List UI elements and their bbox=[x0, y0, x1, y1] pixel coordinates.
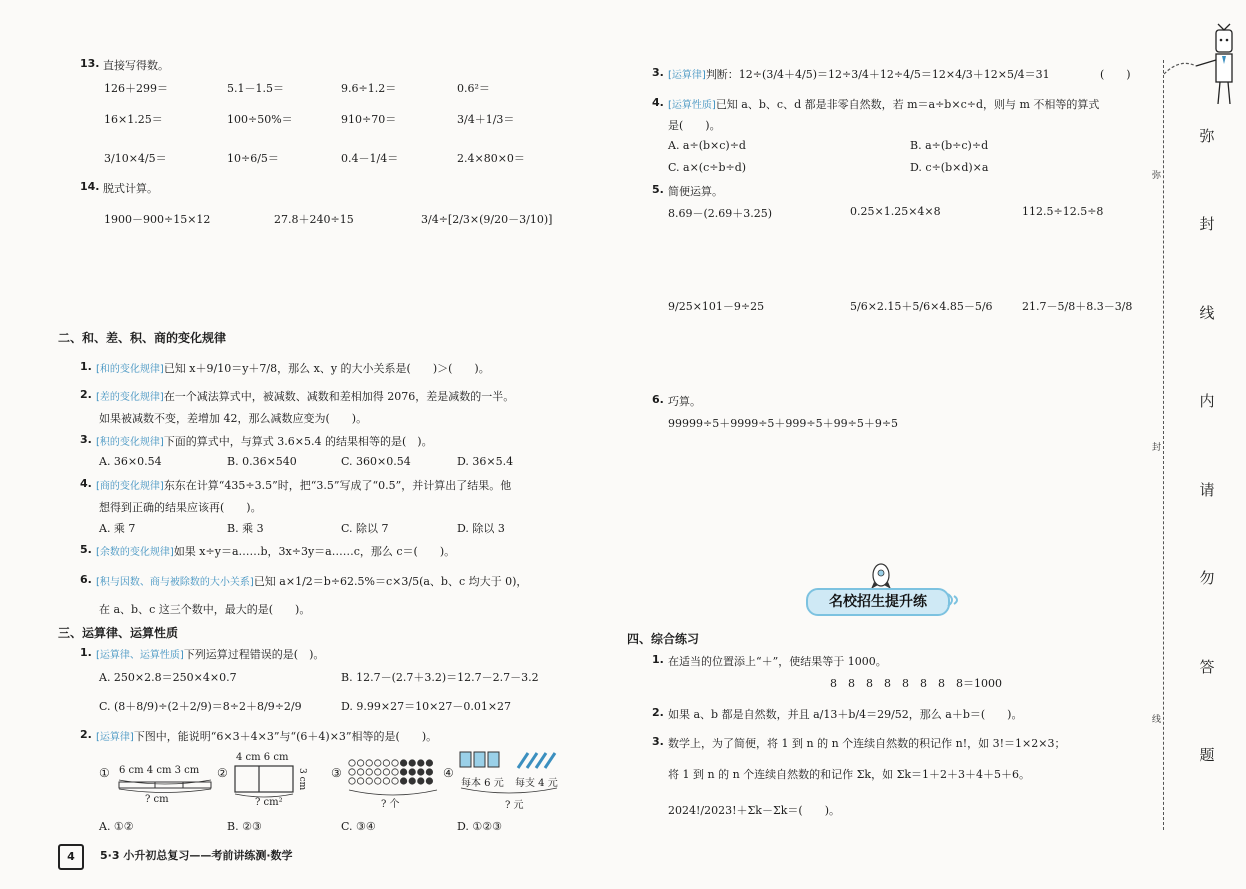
r-q6-number: 6. bbox=[652, 393, 664, 406]
filled-dot bbox=[426, 760, 432, 766]
s3-q2-line bbox=[96, 728, 437, 744]
s2-q3-text: 下面的算式中，与算式 3.6×5.4 的结果相等的是( )。 bbox=[163, 435, 433, 448]
r-q5-title: 简便运算。 bbox=[668, 185, 723, 198]
figure-3-mark: ③ bbox=[331, 766, 342, 780]
r-q4-number: 4. bbox=[652, 96, 664, 109]
q14-item: 3/4÷[2/3×(9/20－3/10)] bbox=[421, 213, 553, 226]
r-q4-opt-c: C. a×(c÷b÷d) bbox=[668, 161, 747, 174]
r-q5-item: 21.7－5/8＋8.3－3/8 bbox=[1022, 300, 1133, 313]
section-2-title: 二、和、差、积、商的变化规律 bbox=[58, 331, 227, 345]
spine-char: 答 bbox=[1199, 658, 1215, 676]
q13-item: 0.6²＝ bbox=[457, 82, 490, 95]
spine-char: 题 bbox=[1199, 746, 1215, 764]
q14-number: 14. bbox=[80, 180, 100, 193]
q13-item: 100÷50%＝ bbox=[227, 113, 293, 126]
hollow-dot bbox=[392, 778, 398, 784]
s2-q4-number: 4. bbox=[80, 477, 92, 490]
hollow-dot bbox=[366, 760, 372, 766]
s3-q1-text: 下列运算过程错误的是( )。 bbox=[183, 648, 325, 661]
q13-item: 3/4＋1/3＝ bbox=[457, 113, 515, 126]
hollow-dot bbox=[375, 778, 381, 784]
footer-text: 5·3 小升初总复习——考前讲练测·数学 bbox=[100, 849, 293, 862]
s3-q1-line bbox=[96, 646, 324, 662]
s2-q5-tag: [余数的变化规律] bbox=[96, 547, 174, 558]
hollow-dot bbox=[383, 778, 389, 784]
figure-2-side: 3 cm bbox=[297, 768, 307, 791]
spine-char: 弥 bbox=[1199, 127, 1215, 145]
q13-number: 13. bbox=[80, 57, 100, 70]
r-s4-q3-number: 3. bbox=[652, 735, 664, 748]
s3-q2-opt-d: D. ①②③ bbox=[457, 820, 503, 833]
hollow-dot bbox=[349, 760, 355, 766]
s2-q3-opt-b: B. 0.36×540 bbox=[227, 455, 297, 468]
hollow-dot bbox=[375, 769, 381, 775]
figure-4-mark: ④ bbox=[443, 766, 454, 780]
figure-1 bbox=[99, 752, 214, 807]
hollow-dot bbox=[349, 769, 355, 775]
q14-title: 脱式计算。 bbox=[103, 182, 158, 195]
s3-q1-opt-d: D. 9.99×27＝10×27－0.01×27 bbox=[341, 700, 512, 713]
r-q4-opt-a: A. a÷(b×c)÷d bbox=[668, 139, 746, 152]
filled-dot bbox=[409, 778, 415, 784]
s2-q6-number: 6. bbox=[80, 573, 92, 586]
spine-char: 请 bbox=[1199, 481, 1215, 499]
s3-q2-opt-c: C. ③④ bbox=[341, 820, 376, 833]
q13-item: 0.4－1/4＝ bbox=[341, 152, 399, 165]
s2-q5-number: 5. bbox=[80, 543, 92, 556]
r-q5-item: 5/6×2.15＋5/6×4.85－5/6 bbox=[850, 300, 993, 313]
hollow-dot bbox=[375, 760, 381, 766]
hollow-dot bbox=[357, 778, 363, 784]
s2-q2-tag: [差的变化规律] bbox=[96, 392, 164, 403]
q13-item: 5.1－1.5＝ bbox=[227, 82, 284, 95]
s2-q6-tag: [积与因数、商与被除数的大小关系] bbox=[96, 577, 254, 588]
s2-q4-opt-b: B. 乘 3 bbox=[227, 522, 264, 535]
spine-char: 线 bbox=[1199, 304, 1215, 322]
q13-item: 126＋299＝ bbox=[104, 82, 168, 95]
s2-q4-opt-c: C. 除以 7 bbox=[341, 522, 389, 535]
q13-item: 3/10×4/5＝ bbox=[104, 152, 167, 165]
r-s4-q1-text: 在适当的位置添上“＋”，使结果等于 1000。 bbox=[668, 655, 887, 668]
figure-2 bbox=[217, 752, 327, 810]
figure-4 bbox=[443, 750, 563, 812]
s2-q1-tag: [和的变化规律] bbox=[96, 364, 164, 375]
s2-q3-opt-c: C. 360×0.54 bbox=[341, 455, 411, 468]
s2-q3-number: 3. bbox=[80, 433, 92, 446]
figure-4-items bbox=[458, 750, 563, 772]
r-q5-item: 0.25×1.25×4×8 bbox=[850, 205, 941, 218]
s2-q3-tag: [积的变化规律] bbox=[96, 437, 164, 448]
r-q3-answer-paren: ( ) bbox=[1100, 68, 1131, 81]
r-q3-line bbox=[668, 66, 1050, 82]
r-q4-text2: 是( )。 bbox=[668, 119, 721, 132]
spine-char: 内 bbox=[1199, 392, 1215, 410]
filled-dot bbox=[418, 769, 424, 775]
seal-small-2: 封 bbox=[1152, 440, 1161, 453]
hollow-dot bbox=[383, 769, 389, 775]
s2-q4-text2: 想得到正确的结果应该再( )。 bbox=[99, 501, 262, 514]
s2-q3-line bbox=[96, 433, 433, 449]
r-q5-item: 9/25×101－9÷25 bbox=[668, 300, 765, 313]
q13-item: 16×1.25＝ bbox=[104, 113, 163, 126]
hollow-dot bbox=[392, 769, 398, 775]
s2-q2-text2: 如果被减数不变，差增加 42，那么减数应变为( )。 bbox=[99, 412, 368, 425]
q14-item: 1900－900÷15×12 bbox=[104, 213, 211, 226]
r-s4-q3-text: 数学上，为了简便，将 1 到 n 的 n 个连续自然数的积记作 n!，如 3!＝1×2×3； bbox=[668, 737, 1066, 750]
figure-3 bbox=[331, 752, 441, 810]
s2-q4-opt-d: D. 除以 3 bbox=[457, 522, 505, 535]
figure-4-label-2: 每支 4 元 bbox=[515, 778, 558, 789]
filled-dot bbox=[409, 760, 415, 766]
q13-item: 9.6÷1.2＝ bbox=[341, 82, 397, 95]
hollow-dot bbox=[357, 760, 363, 766]
figure-3-bottom: ? 个 bbox=[381, 799, 400, 810]
s3-q2-opt-a: A. ①② bbox=[99, 820, 134, 833]
hollow-dot bbox=[383, 760, 389, 766]
r-s4-q1-expr: 8 8 8 8 8 8 8 8＝1000 bbox=[830, 677, 1002, 690]
r-q4-text: 已知 a、b、c、d 都是非零自然数，若 m＝a÷b×c÷d，则与 m 不相等的算式 bbox=[715, 98, 1100, 111]
s2-q4-text: 东东在计算“435÷3.5”时，把“3.5”写成了“0.5”，并计算出了结果。他 bbox=[163, 479, 512, 492]
figure-2-rectangle bbox=[234, 764, 296, 798]
mascot-icon bbox=[1160, 18, 1240, 108]
s2-q2-number: 2. bbox=[80, 388, 92, 401]
filled-dot bbox=[418, 778, 424, 784]
s3-q2-tag: [运算律] bbox=[96, 732, 134, 743]
s3-q1-opt-c: C. (8＋8/9)÷(2＋2/9)＝8÷2＋8/9÷2/9 bbox=[99, 700, 302, 713]
r-q3-text: 判断：12÷(3/4＋4/5)＝12÷3/4＋12÷4/5＝12×4/3＋12×5/4＝31 bbox=[705, 68, 1050, 81]
s2-q2-line bbox=[96, 388, 514, 404]
s3-q1-opt-b: B. 12.7－(2.7＋3.2)＝12.7－2.7－3.2 bbox=[341, 671, 539, 684]
q13-item: 910÷70＝ bbox=[341, 113, 397, 126]
s3-q2-opt-b: B. ②③ bbox=[227, 820, 262, 833]
q13-item: 10÷6/5＝ bbox=[227, 152, 279, 165]
s3-q2-number: 2. bbox=[80, 728, 92, 741]
r-q4-opt-d: D. c÷(b×d)×a bbox=[910, 161, 989, 174]
filled-dot bbox=[426, 769, 432, 775]
figure-1-mark: ① bbox=[99, 766, 110, 780]
hollow-dot bbox=[392, 760, 398, 766]
banner-tail-icon bbox=[946, 590, 968, 610]
section-3-title: 三、运算律、运算性质 bbox=[58, 626, 179, 640]
q13-title: 直接写得数。 bbox=[103, 59, 169, 72]
figure-2-label: 4 cm 6 cm bbox=[236, 752, 289, 763]
s3-q1-tag: [运算律、运算性质] bbox=[96, 650, 184, 661]
r-s4-q2-text: 如果 a、b 都是自然数，并且 a/13＋b/4＝29/52，那么 a＋b＝( )。 bbox=[668, 708, 1023, 721]
r-q4-tag: [运算性质] bbox=[668, 100, 716, 111]
s2-q4-tag: [商的变化规律] bbox=[96, 481, 164, 492]
section-4-title: 四、综合练习 bbox=[627, 632, 700, 646]
s3-q2-text: 下图中，能说明“6×3＋4×3”与“(6＋4)×3”相等的是( )。 bbox=[133, 730, 438, 743]
r-q5-item: 8.69－(2.69＋3.25) bbox=[668, 207, 773, 220]
hollow-dot bbox=[366, 769, 372, 775]
figure-4-brace bbox=[459, 786, 559, 796]
s2-q3-opt-d: D. 36×5.4 bbox=[457, 455, 514, 468]
s2-q1-line bbox=[96, 360, 490, 376]
s3-q1-number: 1. bbox=[80, 646, 92, 659]
r-s4-q3-text2: 将 1 到 n 的 n 个连续自然数的和记作 Σk，如 Σk＝1＋2＋3＋4＋5＋6。 bbox=[668, 768, 1031, 781]
r-q4-opt-b: B. a÷(b÷c)÷d bbox=[910, 139, 989, 152]
filled-dot bbox=[409, 769, 415, 775]
r-q3-tag: [运算律] bbox=[668, 70, 706, 81]
hollow-dot bbox=[357, 769, 363, 775]
figure-4-bottom: ? 元 bbox=[505, 800, 524, 811]
r-s4-q3-text3: 2024!/2023!＋Σk－Σk＝( )。 bbox=[668, 804, 841, 817]
figure-1-segments bbox=[117, 778, 213, 794]
s2-q5-text: 如果 x÷y＝a……b，3x÷3y＝a……c，那么 c＝( )。 bbox=[173, 545, 456, 558]
figure-1-label: 6 cm 4 cm 3 cm bbox=[119, 765, 200, 776]
s3-q1-opt-a: A. 250×2.8＝250×4×0.7 bbox=[99, 671, 237, 684]
hollow-dot bbox=[366, 778, 372, 784]
r-q3-number: 3. bbox=[652, 66, 664, 79]
r-q6-expr: 99999÷5＋9999÷5＋999÷5＋99÷5＋9÷5 bbox=[668, 417, 899, 430]
r-q4-line bbox=[668, 96, 1099, 112]
s2-q4-line bbox=[96, 477, 511, 493]
filled-dot bbox=[400, 769, 406, 775]
filled-dot bbox=[426, 778, 432, 784]
hollow-dot bbox=[349, 778, 355, 784]
seal-small-3: 线 bbox=[1152, 712, 1161, 725]
s2-q1-number: 1. bbox=[80, 360, 92, 373]
q13-item: 2.4×80×0＝ bbox=[457, 152, 525, 165]
s2-q1-text: 已知 x＋9/10＝y＋7/8，那么 x、y 的大小关系是( )＞( )。 bbox=[163, 362, 490, 375]
s2-q3-opt-a: A. 36×0.54 bbox=[99, 455, 162, 468]
filled-dot bbox=[418, 760, 424, 766]
seal-small-1: 弥 bbox=[1152, 168, 1161, 181]
spine-char: 勿 bbox=[1199, 569, 1215, 587]
spine-char: 封 bbox=[1199, 215, 1215, 233]
seal-dashed-line bbox=[1163, 60, 1164, 830]
figure-1-bottom: ? cm bbox=[145, 794, 169, 805]
s2-q4-opt-a: A. 乘 7 bbox=[99, 522, 136, 535]
s2-q6-text2: 在 a、b、c 这三个数中，最大的是( )。 bbox=[99, 603, 311, 616]
s2-q6-line bbox=[96, 573, 527, 589]
q14-item: 27.8＋240÷15 bbox=[274, 213, 354, 226]
banner-title: 名校招生提升练 bbox=[806, 588, 950, 616]
s2-q2-text: 在一个减法算式中，被减数、减数和差相加得 2076，差是减数的一半。 bbox=[163, 390, 515, 403]
figure-4-label-1: 每本 6 元 bbox=[461, 778, 504, 789]
page-number: 4 bbox=[58, 844, 84, 870]
s2-q5-line bbox=[96, 543, 455, 559]
figure-2-bottom: ? cm² bbox=[255, 797, 283, 808]
figure-2-mark: ② bbox=[217, 766, 228, 780]
figure-3-dots bbox=[347, 758, 439, 798]
r-q6-title: 巧算。 bbox=[668, 395, 701, 408]
filled-dot bbox=[400, 778, 406, 784]
s2-q6-text: 已知 a×1/2＝b÷62.5%＝c×3/5(a、b、c 均大于 0)， bbox=[253, 575, 528, 588]
filled-dot bbox=[400, 760, 406, 766]
r-q5-item: 112.5÷12.5÷8 bbox=[1022, 205, 1104, 218]
r-q5-number: 5. bbox=[652, 183, 664, 196]
r-s4-q2-number: 2. bbox=[652, 706, 664, 719]
r-s4-q1-number: 1. bbox=[652, 653, 664, 666]
